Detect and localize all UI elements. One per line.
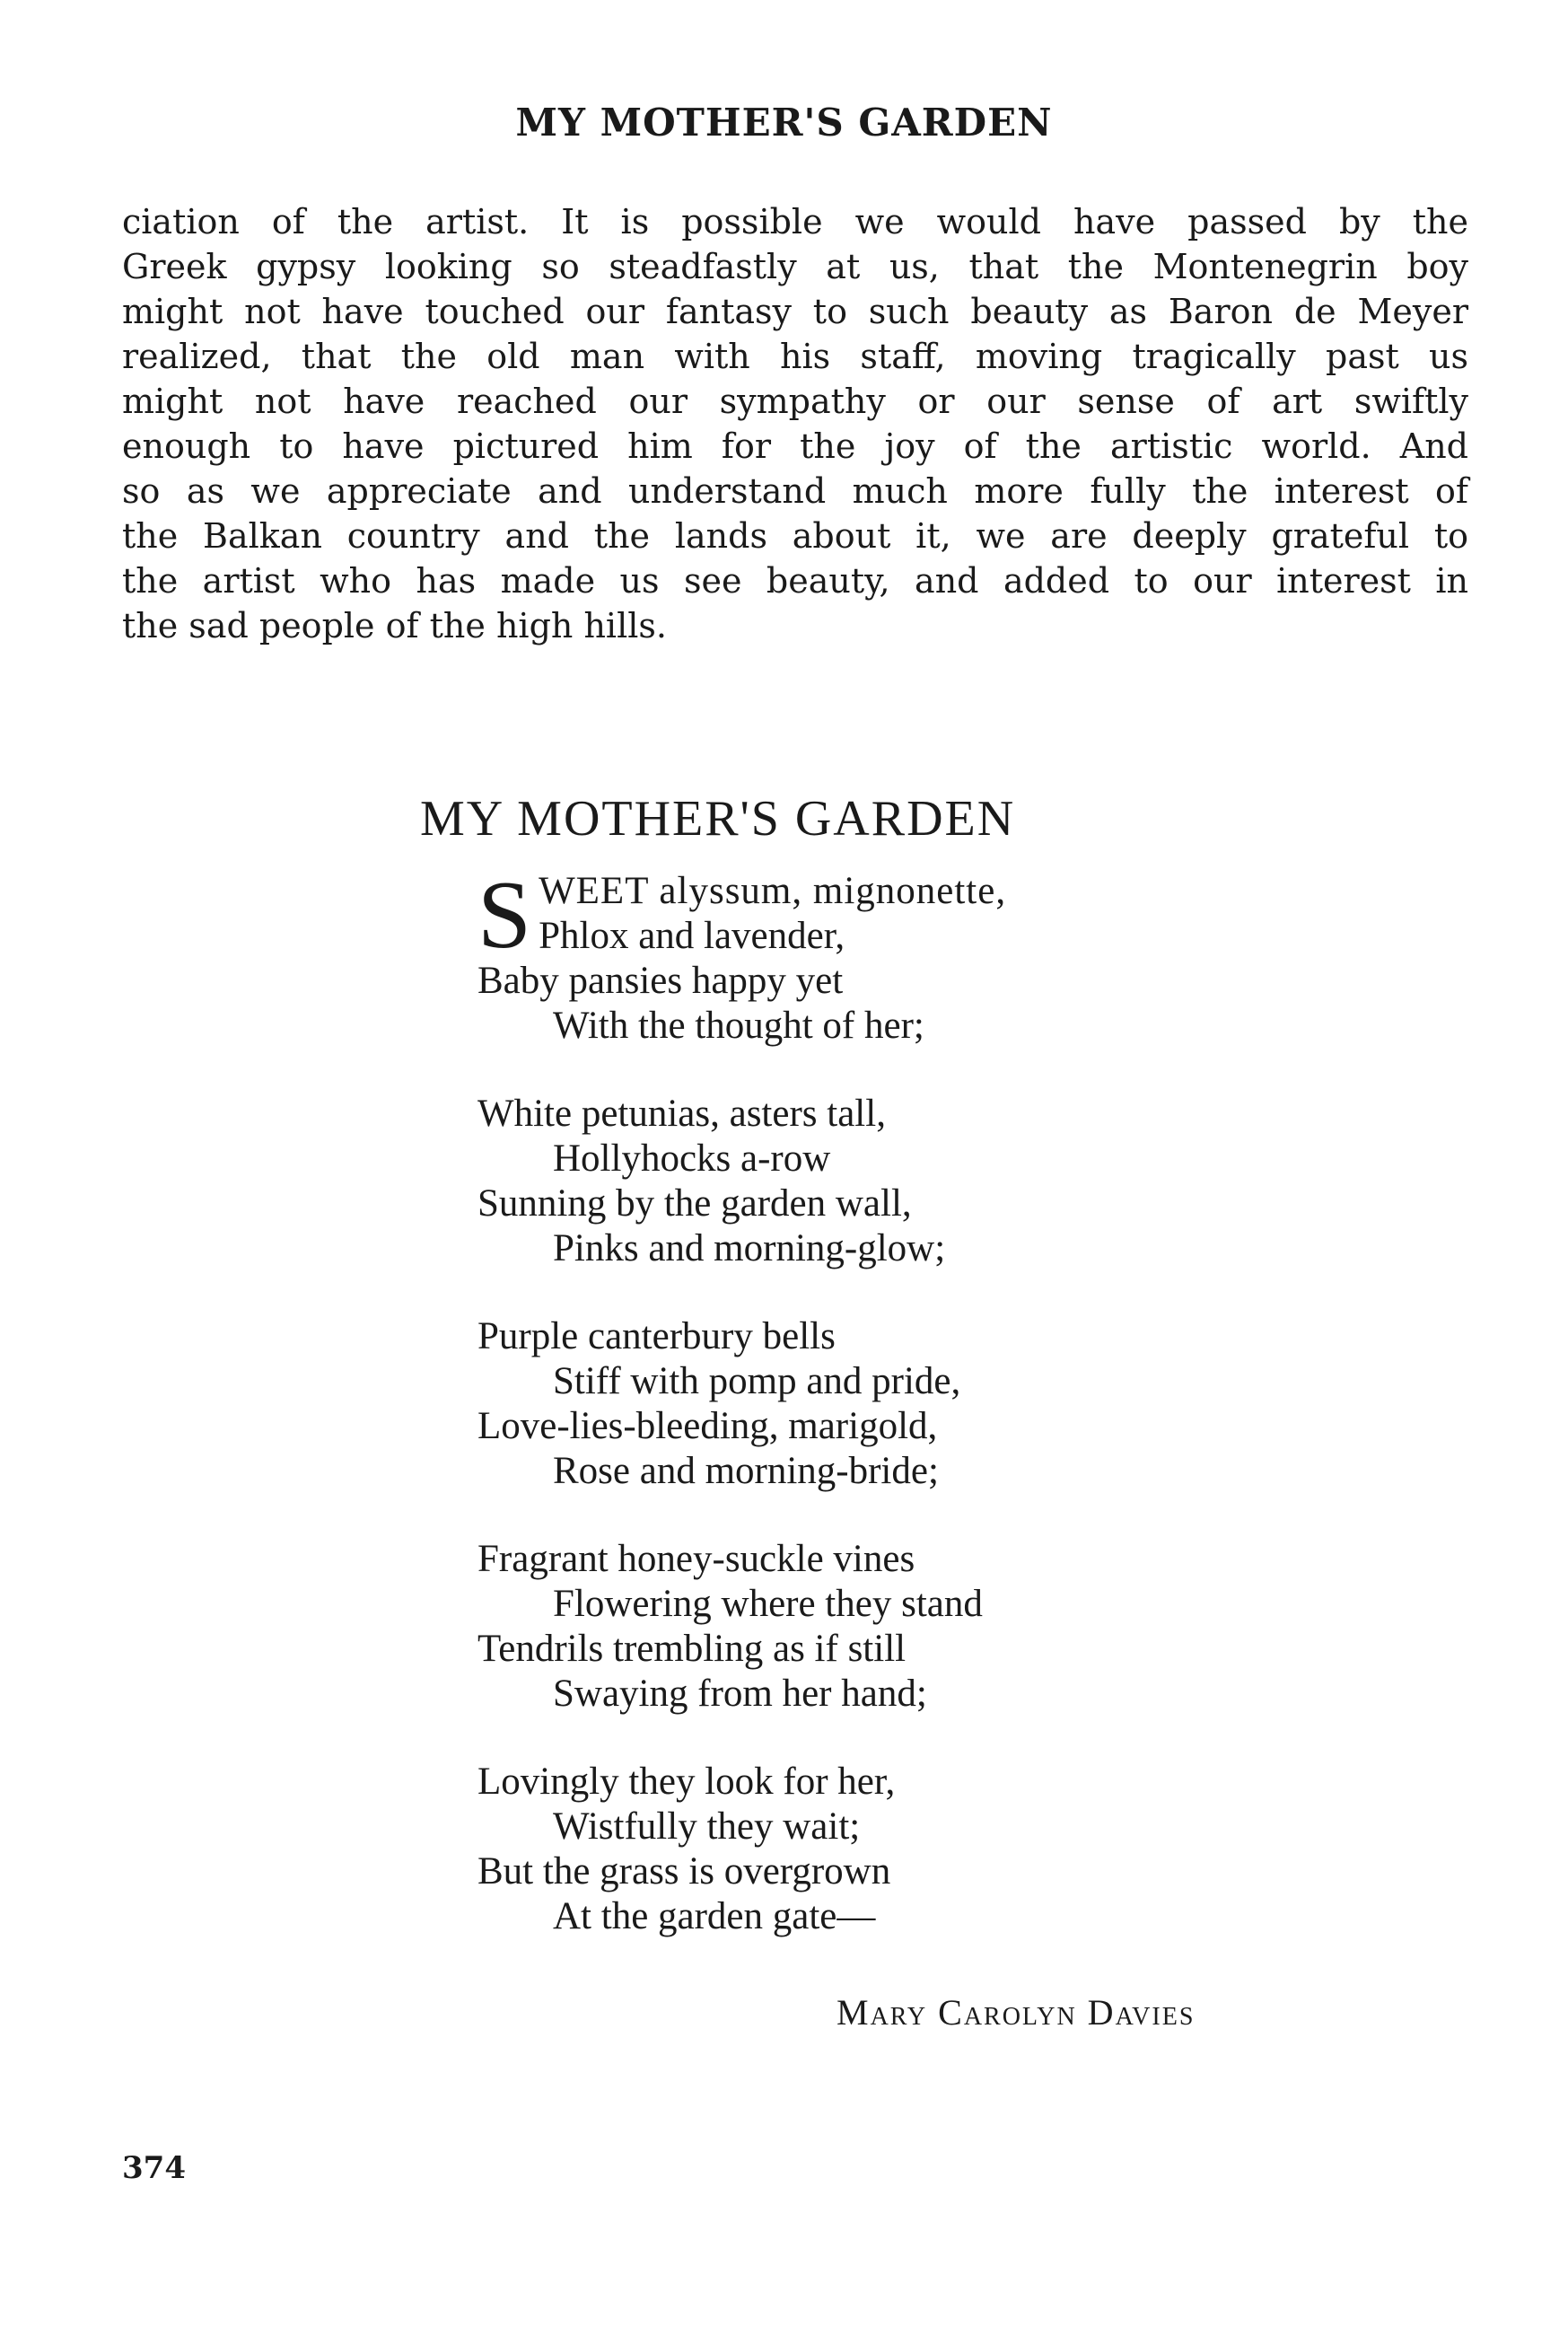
poem-verse: Baby pansies happy yet [477, 960, 844, 1002]
prose-line: the sad people of the high hills. [122, 606, 667, 645]
poem-verse: Purple canterbury bells [477, 1315, 836, 1357]
poem-verse: Stiff with pomp and pride, [553, 1360, 961, 1402]
prose-line: Greek gypsy looking so steadfastly at us, that the Montenegrin boy [122, 247, 1468, 286]
poem-verse: Flowering where they stand [553, 1583, 983, 1625]
poem-verse: Phlox and lavender, [539, 915, 845, 957]
poem-verse: Lovingly they look for her, [477, 1761, 896, 1803]
poem-verse: Hollyhocks a-row [553, 1137, 831, 1180]
poem-verse: Love-lies-bleeding, marigold, [477, 1405, 938, 1447]
poem-stanza [477, 1314, 983, 1494]
prose-line: realized, that the old man with his staff, moving tragically past us [122, 337, 1468, 376]
poem-verse: But the grass is overgrown [477, 1850, 891, 1893]
prose-line: ciation of the artist. It is possible we would have passed by the [122, 202, 1468, 242]
poem-verse: Wistfully they wait; [553, 1805, 861, 1848]
poem-stanza [477, 1537, 983, 1717]
prose-line: enough to have pictured him for the joy of the artistic world. And [122, 426, 1468, 466]
poem-stanza [477, 1760, 983, 1939]
poem-verse: Rose and morning-bride; [553, 1450, 939, 1492]
poem-verse: Tendrils trembling as if still [477, 1628, 907, 1670]
poem-verse: Pinks and morning-glow; [553, 1227, 946, 1269]
prose-line: so as we appreciate and understand much more fully the interest of [122, 471, 1468, 511]
prose-line: might not have reached our sympathy or our sense of art swiftly [122, 382, 1468, 421]
poem-verse: White petunias, asters tall, [477, 1093, 886, 1135]
poem-verse: Swaying from her hand; [553, 1673, 927, 1715]
poem-stanza [477, 1092, 983, 1271]
poem-stanza [477, 862, 1007, 1049]
poem-verse: Fragrant honey-suckle vines [477, 1538, 915, 1580]
prose-line: the artist who has made us see beauty, and added to our interest in [122, 561, 1468, 601]
page-number: 374 [122, 2150, 186, 2186]
poem-verse: At the garden gate— [553, 1895, 876, 1937]
prose-paragraph [122, 199, 1468, 648]
prose-line: the Balkan country and the lands about it, we are deeply grateful to [122, 516, 1468, 556]
poem-first-lines [477, 862, 1007, 969]
poem-title: MY MOTHER'S GARDEN [420, 791, 1016, 847]
poem-verse: WEET alyssum, mignonette, [539, 870, 1007, 912]
poem-verse: Sunning by the garden wall, [477, 1182, 912, 1225]
poem-verse: With the thought of her; [553, 1005, 924, 1047]
poem-author: Mary Carolyn Davies [837, 1992, 1196, 2033]
prose-line: might not have touched our fantasy to such beauty as Baron de Meyer [122, 292, 1468, 331]
poem-body [477, 862, 1007, 1982]
drop-cap: S [477, 862, 532, 969]
running-head: MY MOTHER'S GARDEN [515, 101, 1053, 145]
